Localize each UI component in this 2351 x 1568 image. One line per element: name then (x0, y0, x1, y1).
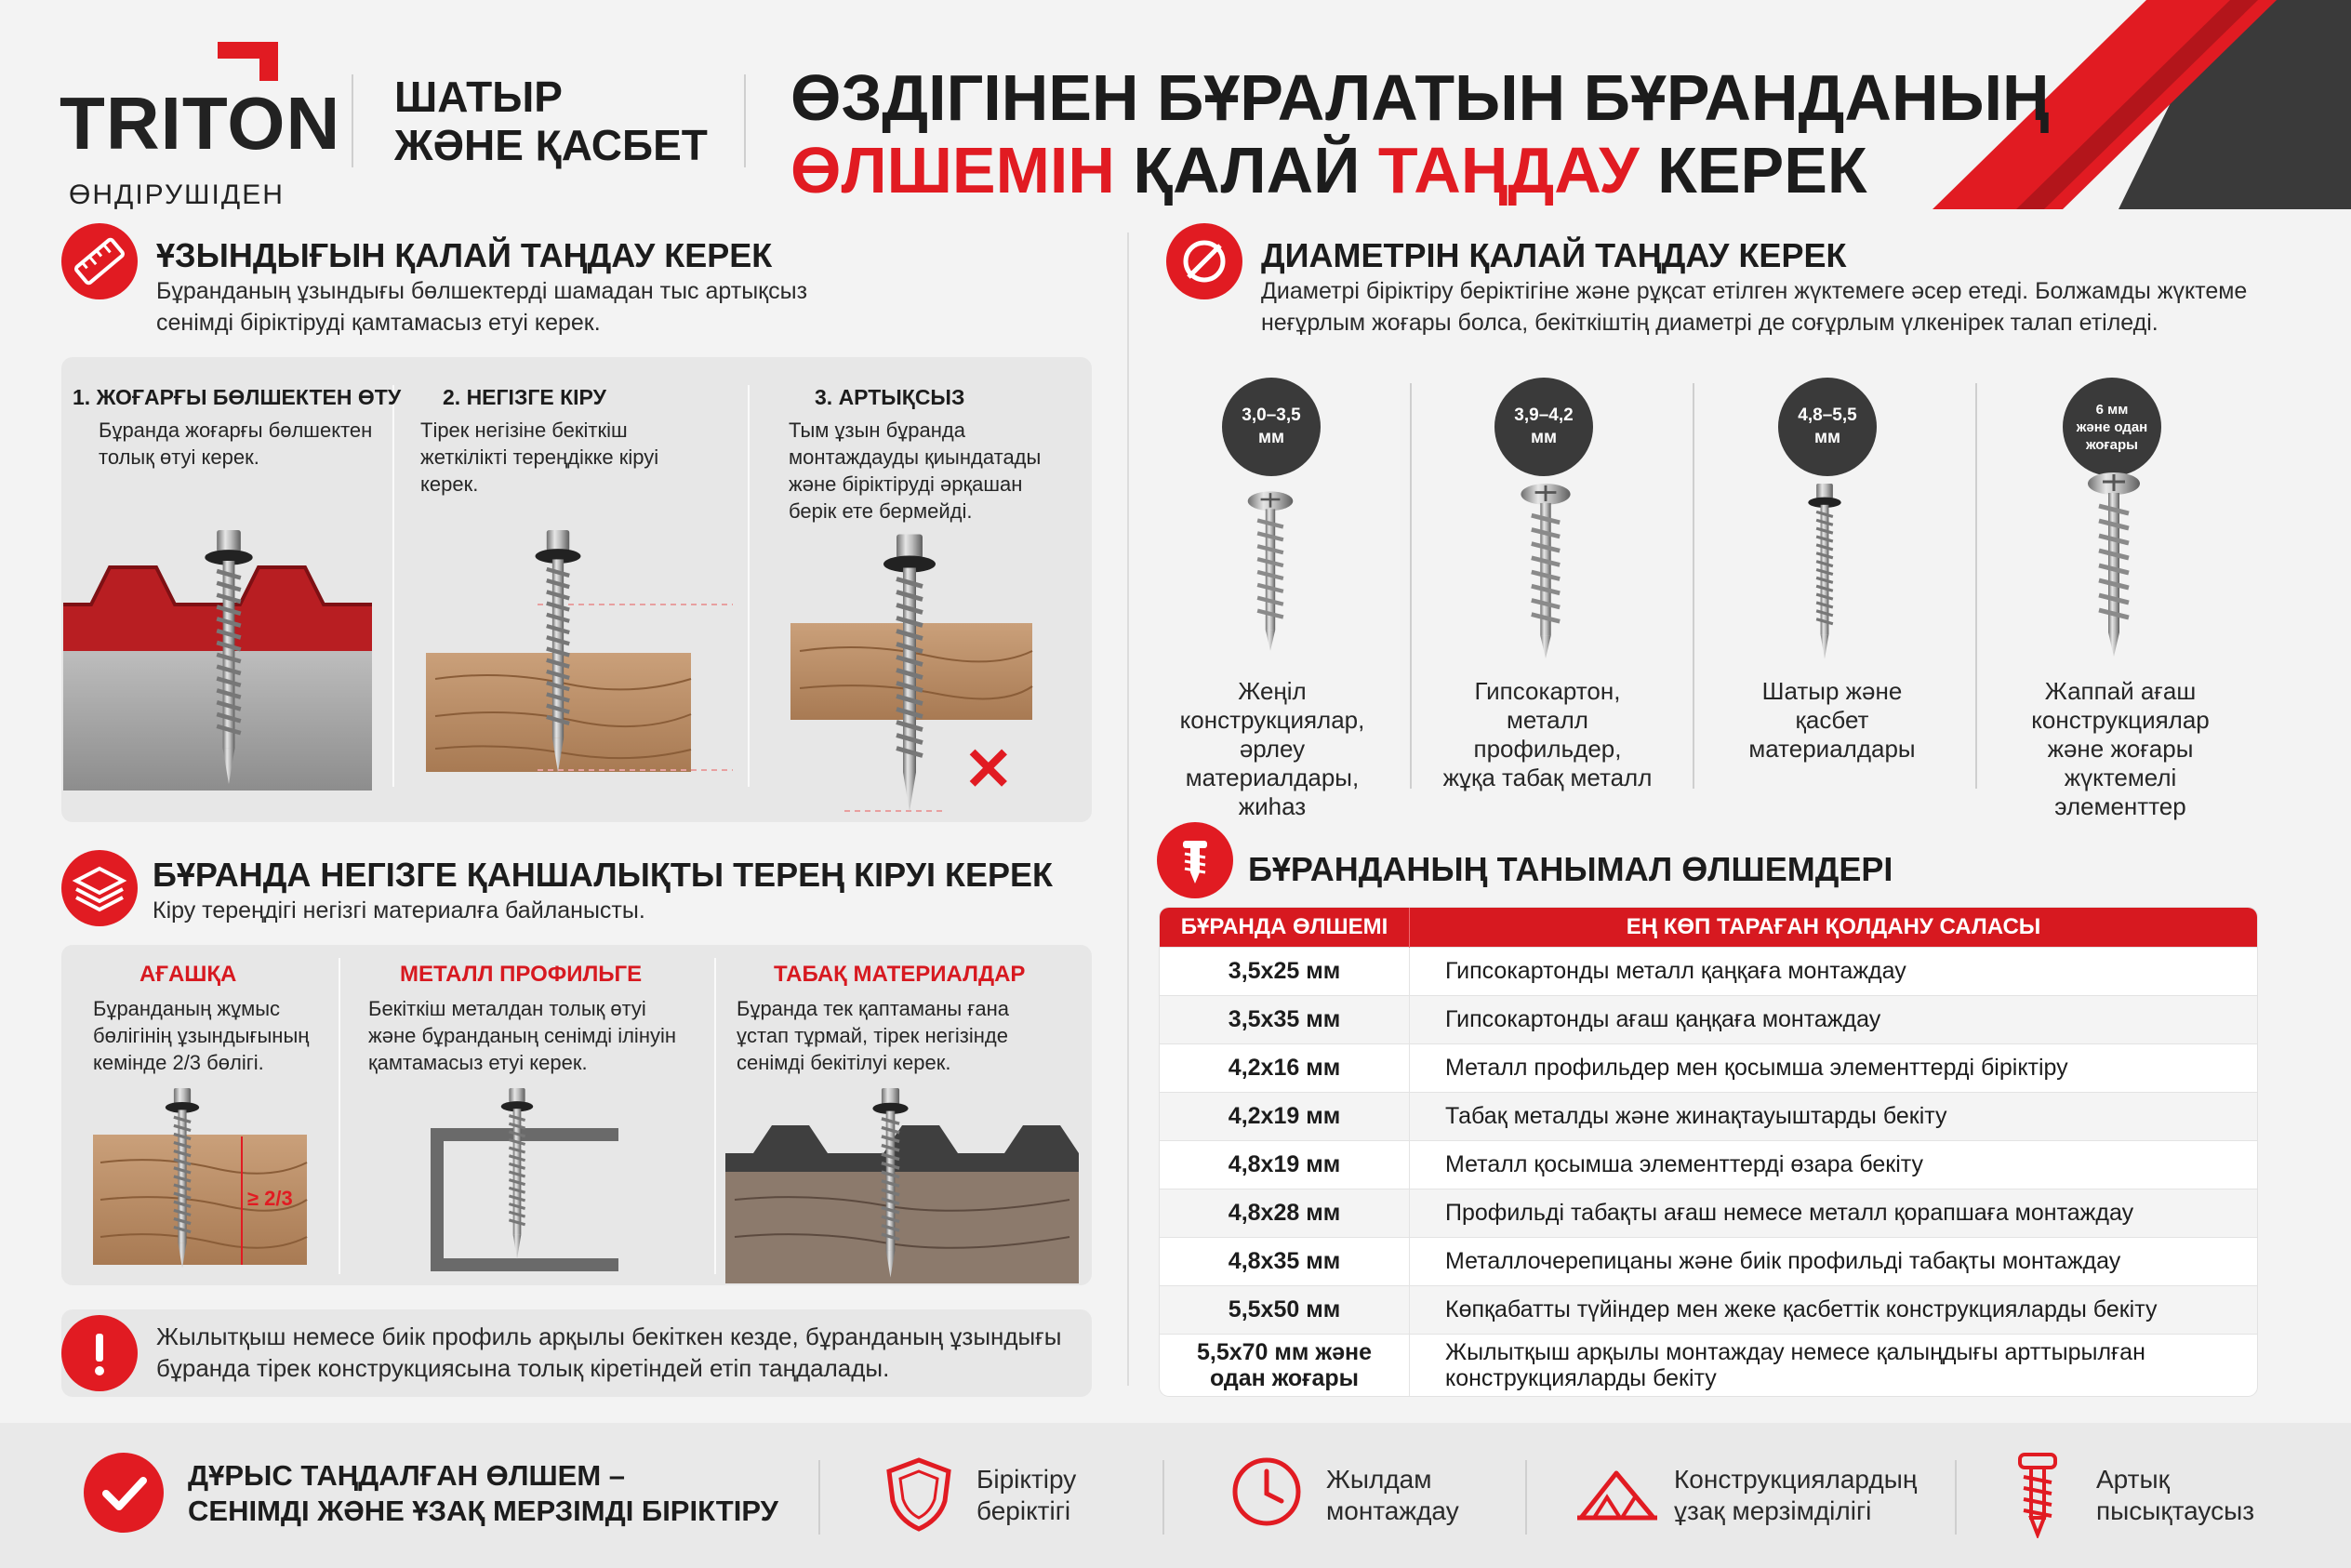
use-cell: Металл қосымша элементтерді өзара бекіту (1410, 1141, 2258, 1189)
title-highlight-choose: ТАҢДАУ (1377, 134, 1640, 206)
size-line-2: одан жоғары (1209, 1365, 1360, 1391)
length-col-divider-2 (748, 385, 750, 787)
text-line: толық өтуі керек. (99, 445, 259, 469)
diameter-use-2 (1427, 677, 1668, 792)
size-cell: 4,8x19 мм (1160, 1141, 1410, 1189)
text-line: Жеңіл конструкциялар, (1179, 677, 1365, 734)
feature-line: монтаждау (1326, 1496, 1459, 1525)
text-line: Бұранда тек қаптаманы ғана (737, 997, 1009, 1020)
length-col1-text (99, 417, 372, 471)
text-line: сенімді бекітілуі керек. (737, 1051, 951, 1074)
diameter-badge-2 (1494, 378, 1593, 476)
dia-divider-2 (1693, 383, 1694, 789)
roof-icon (1575, 1464, 1659, 1530)
title-highlight-size: ӨЛШЕМІН (790, 134, 1115, 206)
text-line: Тірек негізіне бекіткіш (420, 419, 628, 442)
size-cell: 3,5x35 мм (1160, 996, 1410, 1044)
footer-divider (1525, 1460, 1527, 1535)
layers-icon (61, 850, 138, 926)
table-row (1160, 1238, 2257, 1286)
clock-icon (1229, 1455, 1304, 1534)
depth-desc: Кіру тереңдігі негізгі материалға байланысты. (153, 897, 645, 924)
footer-strength (976, 1464, 1076, 1527)
diameter-use-1 (1151, 677, 1393, 821)
sizes-table (1160, 908, 2257, 1396)
note-line-2: бұранда тірек конструкциясына толық кіретіндей етіп таңдалады. (156, 1354, 890, 1382)
depth-wood-text (93, 995, 309, 1076)
text-line: элементтер (2054, 792, 2186, 820)
footer-slogan (188, 1458, 778, 1529)
diameter-desc (1261, 275, 2247, 339)
text-line: ұстап тұрмай, тірек негізінде (737, 1024, 1008, 1047)
length-col2-text (420, 417, 658, 498)
text-line: металл (1507, 706, 1588, 734)
diameter-desc-2: неғұрлым жоғары болса, бекіткіштің диаметрі де соғұрлым үлкенірек талап етіледі. (1261, 310, 2158, 336)
text-line: Бекіткіш металдан толық өтуі (368, 997, 646, 1020)
sheet-material-illustration (725, 1088, 1079, 1288)
use-cell (1410, 1335, 2258, 1397)
text-line: қамтамасыз етуі керек. (368, 1051, 588, 1074)
category-line-1: ШАТЫР (394, 73, 563, 121)
table-row (1160, 1141, 2257, 1189)
text-line: керек. (420, 472, 479, 496)
col-header-use: ЕҢ КӨП ТАРАҒАН ҚОЛДАНУ САЛАСЫ (1410, 908, 2258, 948)
size-cell: 4,8x35 мм (1160, 1238, 1410, 1286)
use-line-1: Жылытқыш арқылы монтаждау немесе қалыңдығы арттырылған (1445, 1339, 2145, 1365)
length-col2-title: 2. НЕГІЗГЕ КІРУ (443, 385, 606, 409)
screw-6mm-icon (2081, 472, 2146, 658)
text-line: материалдары (1748, 735, 1916, 763)
text-line: қасбет (1795, 706, 1869, 734)
header-divider-2 (744, 74, 746, 167)
depth-col-divider-1 (339, 958, 340, 1274)
screw-icon (1157, 822, 1233, 898)
depth-title: БҰРАНДА НЕГІЗГЕ ҚАНШАЛЫҚТЫ ТЕРЕҢ КІРУІ КЕРЕК (153, 856, 1053, 894)
text-line: Жаппай ағаш (2044, 677, 2197, 705)
footer-divider (818, 1460, 820, 1535)
title-line-2 (790, 134, 2050, 206)
footer-durability (1674, 1464, 1917, 1527)
text-line: Бұранда жоғарғы бөлшектен (99, 419, 373, 442)
screw-4mm-icon (1516, 484, 1575, 660)
title-word-need: КЕРЕК (1639, 134, 1867, 206)
text-line: кемінде 2/3 бөлігі. (93, 1051, 264, 1074)
text-line: профильдер, (1473, 735, 1622, 763)
column-divider (1127, 233, 1129, 1386)
text-line: жиһаз (1238, 792, 1307, 820)
diameter-title: ДИАМЕТРІН ҚАЛАЙ ТАҢДАУ КЕРЕК (1261, 236, 1847, 274)
metal-profile-illustration (428, 1088, 642, 1274)
roof-sheet-illustration (63, 530, 372, 791)
table-row (1160, 1044, 2257, 1093)
text-line: және жоғары (2047, 735, 2194, 763)
feature-line: Жылдам (1326, 1465, 1432, 1494)
table-row (1160, 1189, 2257, 1238)
table-row (1160, 948, 2257, 996)
depth-sheet-title: ТАБАҚ МАТЕРИАЛДАР (774, 962, 1026, 987)
use-cell: Профильді табақты ағаш немесе металл қорапшаға монтаждау (1410, 1189, 2258, 1238)
wrong-cross-icon: ✕ (963, 736, 1014, 803)
badge-unit-2: жоғары (2086, 436, 2138, 453)
text-line: әрлеу (1239, 735, 1306, 763)
dia-divider-3 (1975, 383, 1977, 789)
use-line-2: конструкцияларды бекіту (1445, 1365, 1717, 1391)
diameter-use-4 (1999, 677, 2241, 821)
badge-value: 3,9–4,2 (1514, 405, 1574, 425)
size-cell: 3,5x25 мм (1160, 948, 1410, 996)
diameter-badge-1 (1222, 378, 1321, 476)
text-line: Бұранданың жұмыс (93, 997, 281, 1020)
title-line-1: ӨЗДІГІНЕН БҰРАЛАТЫН БҰРАНДАНЫҢ (790, 61, 2050, 134)
badge-unit: мм (1530, 428, 1558, 447)
feature-line: ұзақ мерзімділігі (1674, 1496, 1872, 1525)
title-word-how: ҚАЛАЙ (1114, 134, 1378, 206)
feature-line: беріктігі (976, 1496, 1071, 1525)
diameter-use-3 (1711, 677, 1953, 764)
text-line: берік ете бермейді. (789, 499, 973, 523)
table-row (1160, 1093, 2257, 1141)
text-line: жұқа табақ металл (1442, 764, 1653, 791)
text-line: және бұранданың сенімді ілінуін (368, 1024, 676, 1047)
feature-line: Біріктіру (976, 1465, 1077, 1494)
badge-unit: және одан (2076, 419, 2148, 435)
depth-col-divider-2 (714, 958, 716, 1274)
diameter-desc-1: Диаметрі біріктіру беріктігіне және рұқсат етілген жүктемеге әсер етеді. Болжамды жүктеме (1261, 278, 2248, 304)
page-title (790, 61, 2050, 206)
text-line: монтаждауды қиындатады (789, 445, 1042, 469)
use-cell: Металл профильдер мен қосымша элементтерді біріктіру (1410, 1044, 2258, 1093)
diameter-icon (1166, 223, 1242, 299)
text-line: жеткілікті тереңдікке кіруі (420, 445, 659, 469)
diameter-badge-3 (1778, 378, 1877, 476)
footer-no-rework (2096, 1464, 2254, 1527)
text-line: бөлігінің ұзындығының (93, 1024, 310, 1047)
text-line: материалдары, (1185, 764, 1360, 791)
ratio-label: ≥ 2/3 (247, 1187, 293, 1210)
footer-divider (1162, 1460, 1164, 1535)
length-desc-2: сенімді біріктіруді қамтамасыз етуі керек. (156, 310, 601, 336)
size-cell: 5,5x50 мм (1160, 1286, 1410, 1335)
length-col1-title: 1. ЖОҒАРҒЫ БӨЛШЕКТЕН ӨТУ (73, 385, 402, 409)
col-header-size: БҰРАНДА ӨЛШЕМІ (1160, 908, 1410, 948)
feature-line: Артық (2096, 1465, 2170, 1494)
table-row (1160, 1286, 2257, 1335)
depth-metal-title: МЕТАЛЛ ПРОФИЛЬГЕ (400, 962, 643, 987)
use-cell: Көпқабатты түйіндер мен жеке қасбеттік конструкцияларды бекіту (1410, 1286, 2258, 1335)
size-cell: 4,2x19 мм (1160, 1093, 1410, 1141)
text-line: және біріктіруді әрқашан (789, 472, 1023, 496)
check-icon (84, 1453, 164, 1533)
length-desc (156, 275, 807, 339)
logo-subtitle: ӨНДІРУШІДЕН (69, 179, 285, 210)
size-line-1: 5,5x70 мм және (1197, 1339, 1372, 1365)
wood-base-illustration (426, 530, 733, 781)
header-divider (352, 74, 353, 167)
badge-value: 4,8–5,5 (1798, 405, 1857, 425)
badge-value: 3,0–3,5 (1242, 405, 1301, 425)
table-row (1160, 996, 2257, 1044)
length-col3-text (789, 417, 1041, 525)
length-col-divider-1 (392, 385, 394, 787)
logo-roof-icon (171, 33, 283, 84)
use-cell: Гипсокартонды металл қаңқаға монтаждау (1410, 948, 2258, 996)
diameter-badge-4 (2063, 378, 2161, 476)
dia-divider-1 (1410, 383, 1412, 789)
note-text (156, 1321, 1061, 1384)
exclamation-icon (61, 1315, 138, 1391)
footer-divider (1955, 1460, 1957, 1535)
feature-line: Конструкциялардың (1674, 1465, 1918, 1494)
text-line: конструкциялар (2031, 706, 2210, 734)
depth-sheet-text (737, 995, 1009, 1076)
feature-line: пысықтаусыз (2096, 1496, 2255, 1525)
text-line: Тым ұзын бұранда (789, 419, 965, 442)
badge-unit: мм (1813, 428, 1841, 447)
depth-metal-text (368, 995, 676, 1076)
footer-speed (1326, 1464, 1459, 1527)
table-header (1160, 908, 2257, 948)
size-cell: 4,8x28 мм (1160, 1189, 1410, 1238)
screw-3mm-icon (1242, 484, 1298, 660)
slogan-line-2: СЕНІМДІ ЖӘНЕ ҰЗАҚ МЕРЗІМДІ БІРІКТІРУ (188, 1495, 778, 1527)
screw-5mm-icon (1787, 484, 1862, 660)
use-cell: Табақ металды және жинақтауыштарды бекіту (1410, 1093, 2258, 1141)
wood-depth-illustration (93, 1088, 316, 1274)
length-desc-1: Бұранданың ұзындығы бөлшектерді шамадан тыс артықсыз (156, 278, 808, 304)
category-title (394, 73, 708, 169)
text-line: Шатыр және (1761, 677, 1903, 705)
text-line: жүктемелі (2064, 764, 2177, 791)
category-line-2: ЖӘНЕ ҚАСБЕТ (394, 121, 708, 169)
use-cell: Металлочерепицаны және биік профильді табақты монтаждау (1410, 1238, 2258, 1286)
shield-icon (883, 1456, 954, 1537)
ruler-icon (61, 223, 138, 299)
table-row (1160, 1335, 2257, 1397)
length-col3-title: 3. АРТЫҚСЫЗ (815, 385, 965, 409)
size-cell: 4,2x16 мм (1160, 1044, 1410, 1093)
popular-title: БҰРАНДАНЫҢ ТАНЫМАЛ ӨЛШЕМДЕРІ (1248, 850, 1893, 888)
note-line-1: Жылытқыш немесе биік профиль арқылы бекіткен кезде, бұранданың ұзындығы (156, 1322, 1062, 1350)
length-title: ҰЗЫНДЫҒЫН ҚАЛАЙ ТАҢДАУ КЕРЕК (156, 236, 773, 274)
text-line: Гипсокартон, (1474, 677, 1621, 705)
slogan-line-1: ДҰРЫС ТАҢДАЛҒАН ӨЛШЕМ – (188, 1459, 626, 1492)
use-cell: Гипсокартонды ағаш қаңқаға монтаждау (1410, 996, 2258, 1044)
depth-wood-title: АҒАШҚА (139, 962, 237, 987)
badge-unit: мм (1257, 428, 1285, 447)
size-cell (1160, 1335, 1410, 1397)
logo-wordmark: TRITON (60, 82, 341, 165)
badge-value: 6 мм (2095, 401, 2129, 418)
screw-outline-icon (2016, 1451, 2059, 1543)
